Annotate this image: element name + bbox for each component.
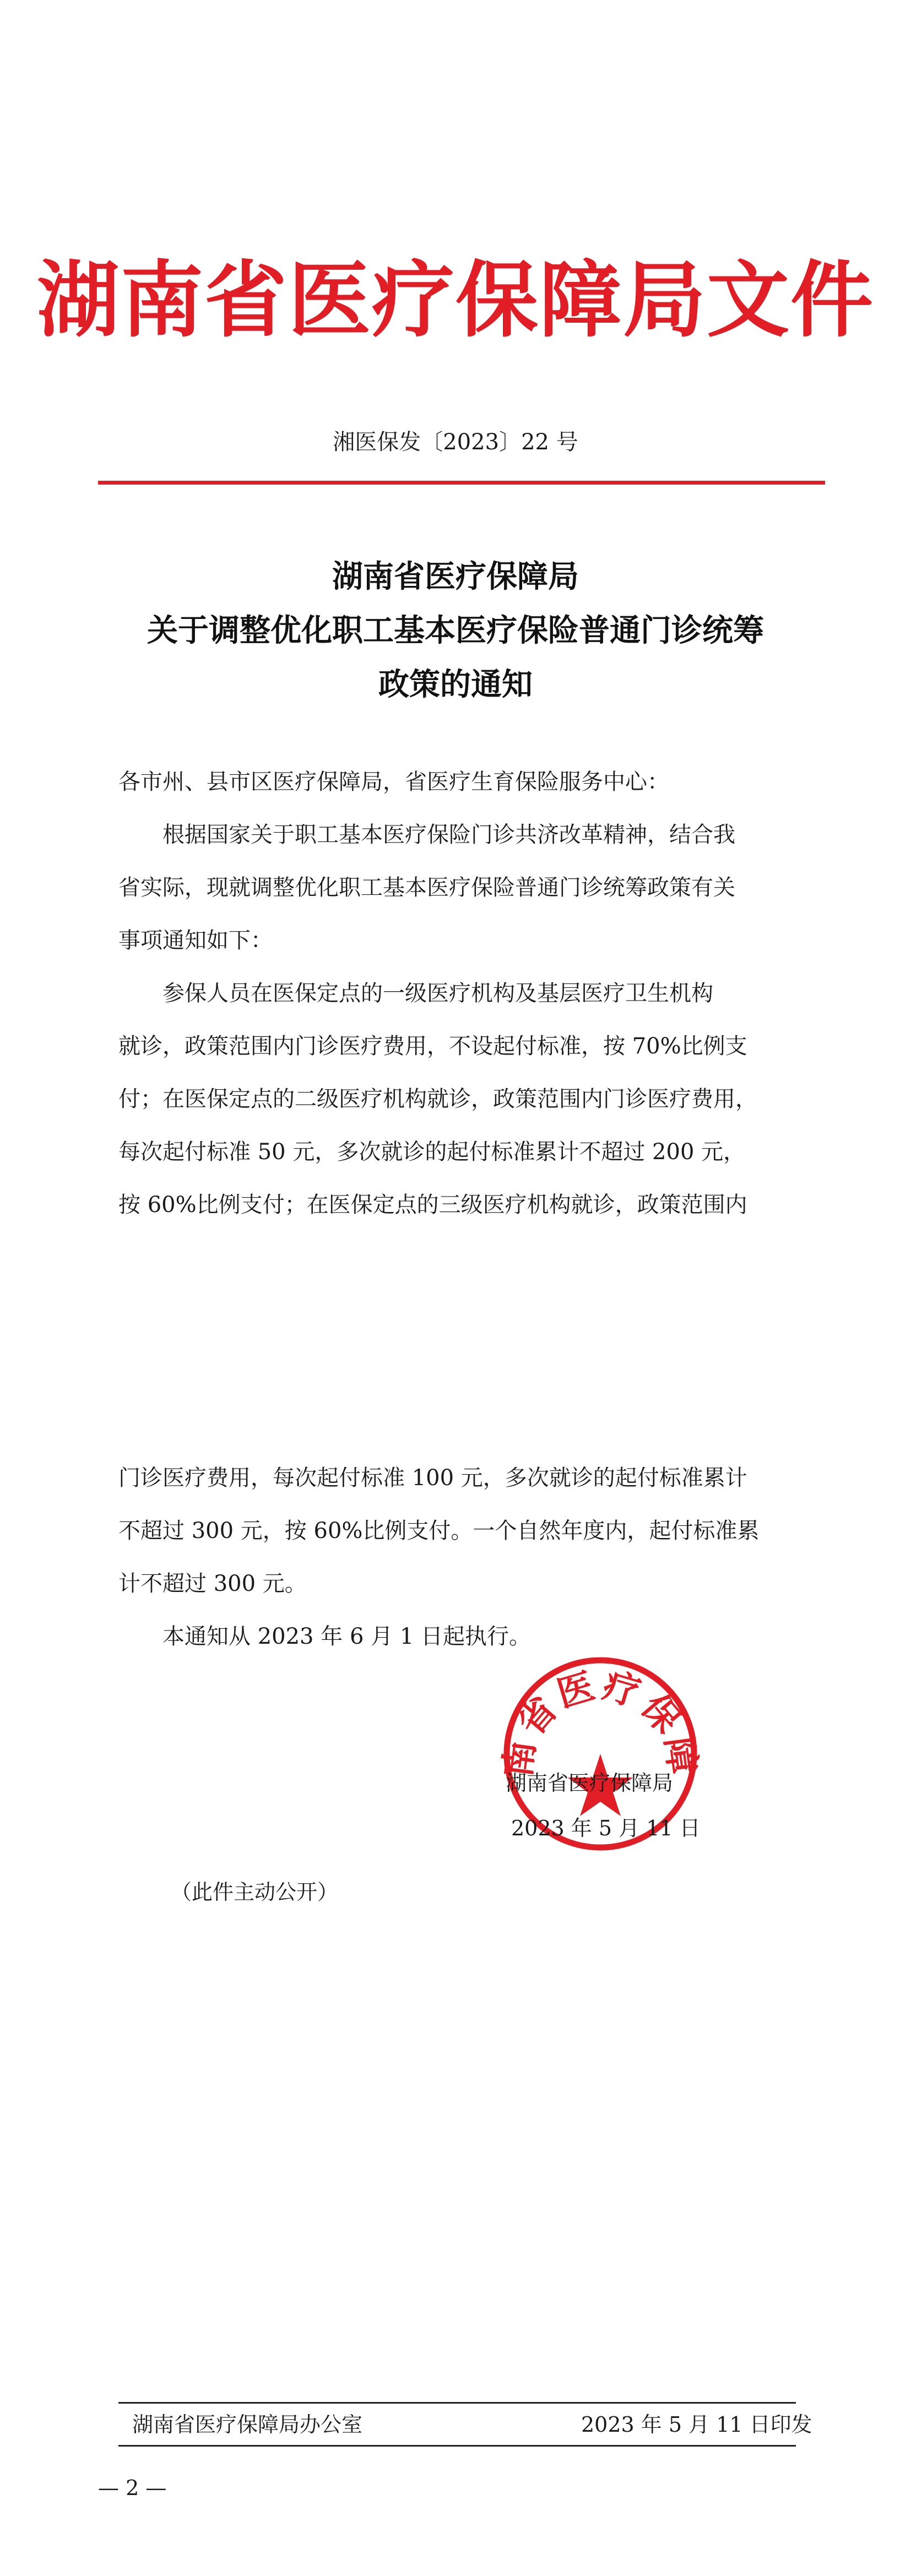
paragraph-line: 每次起付标准 50 元，多次就诊的起付标准累计不超过 200 元， — [118, 1139, 746, 1165]
masthead-title: 湖南省医疗保障局文件 — [36, 252, 874, 349]
document-number: 湘医保发〔2023〕22 号 — [333, 430, 578, 455]
footer-print-date: 2023 年 5 月 11 日印发 — [581, 2412, 812, 2437]
paragraph-line: 不超过 300 元，按 60%比例支付。一个自然年度内，起付标准累 — [118, 1518, 760, 1544]
addressee: 各市州、县市区医疗保障局，省医疗生育保险服务中心： — [118, 769, 669, 795]
page-number: — 2 — — [98, 2476, 167, 2500]
title-line-3: 政策的通知 — [378, 666, 533, 703]
footer-office: 湖南省医疗保障局办公室 — [132, 2412, 363, 2437]
footer-top-rule — [118, 2402, 796, 2404]
effective-date-line: 本通知从 2023 年 6 月 1 日起执行。 — [162, 1624, 531, 1649]
title-line-1: 湖南省医疗保障局 — [332, 558, 579, 595]
paragraph-line: 省实际，现就调整优化职工基本医疗保险普通门诊统筹政策有关 — [118, 875, 735, 900]
paragraph-line: 计不超过 300 元。 — [118, 1571, 307, 1596]
body-section-1 — [118, 756, 796, 1231]
seal-text: 南省医疗保障 — [498, 1663, 702, 1780]
paragraph-line: 门诊医疗费用，每次起付标准 100 元，多次就诊的起付标准累计 — [118, 1465, 747, 1491]
footer-bottom-rule — [118, 2445, 796, 2447]
disclosure-note: （此件主动公开） — [171, 1880, 339, 1904]
paragraph-line: 参保人员在医保定点的一级医疗机构及基层医疗卫生机构 — [162, 981, 713, 1006]
document-title — [0, 550, 911, 711]
issuer-name: 湖南省医疗保障局 — [506, 1771, 674, 1795]
paragraph-line: 就诊，政策范围内门诊医疗费用，不设起付标准，按 70%比例支 — [118, 1034, 747, 1059]
red-divider — [98, 481, 825, 485]
title-line-2: 关于调整优化职工基本医疗保险普通门诊统筹 — [147, 612, 764, 649]
paragraph-line: 按 60%比例支付；在医保定点的三级医疗机构就诊，政策范围内 — [118, 1192, 747, 1218]
paragraph-line: 付；在医保定点的二级医疗机构就诊，政策范围内门诊医疗费用， — [118, 1086, 757, 1112]
body-section-2 — [118, 1452, 796, 1663]
paragraph-line: 根据国家关于职工基本医疗保险门诊共济改革精神，结合我 — [162, 822, 735, 847]
issue-date: 2023 年 5 月 11 日 — [511, 1816, 701, 1840]
paragraph-line: 事项通知如下： — [118, 928, 273, 953]
